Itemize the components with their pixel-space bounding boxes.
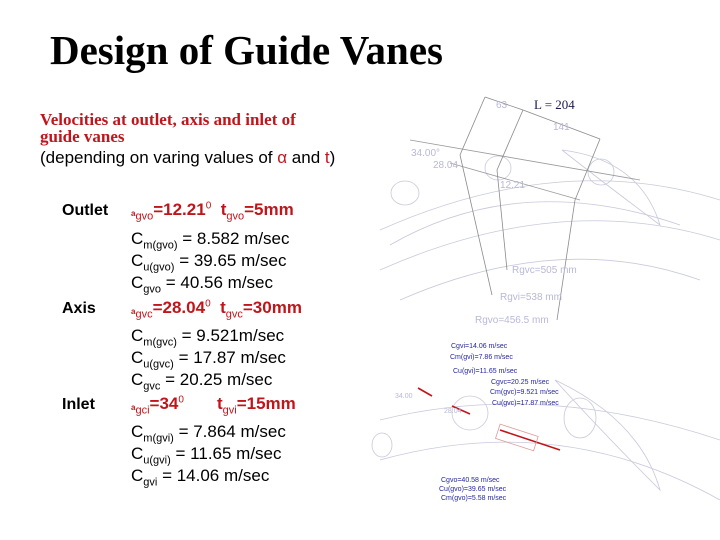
dimension-lines <box>460 97 600 320</box>
outlet-label-1: Cu(gvo)=39.65 m/sec <box>439 486 507 493</box>
t-subscript: gvc <box>225 308 243 321</box>
angle-28-lower: 28.04 <box>444 408 462 415</box>
c-symbol: C <box>131 251 144 270</box>
t-symbol: t <box>220 298 226 317</box>
c-value: = 17.87 m/sec <box>173 348 286 367</box>
angle-34-lower: 34.00 <box>395 393 413 400</box>
subtitle-line-1: Velocities at outlet, axis and inlet of <box>40 110 296 129</box>
c-value: = 14.06 m/sec <box>157 466 270 485</box>
label-outlet: Outlet <box>62 202 109 219</box>
c-subscript: u(gvo) <box>143 261 175 274</box>
c-value: = 9.521m/sec <box>176 326 285 345</box>
c-subscript: gvo <box>143 283 162 296</box>
c-subscript: gvc <box>143 380 161 393</box>
alpha-subscript: gvc <box>135 308 153 321</box>
label-axis: Axis <box>62 300 96 317</box>
alpha-subscript: gvo <box>135 210 154 223</box>
c-symbol: C <box>131 466 144 485</box>
inlet-label-0: Cgvi=14.06 m/sec <box>451 343 508 350</box>
c-symbol: C <box>131 444 144 463</box>
dim-63: 63 <box>496 100 508 111</box>
c-value: = 11.65 m/sec <box>170 444 282 463</box>
inlet-label-2: Cu(gvi)=11.65 m/sec <box>453 368 518 375</box>
t-symbol: t <box>220 200 227 219</box>
r-gvo: Rgvo=456.5 mm <box>475 315 549 326</box>
angle-34: 34.00° <box>411 148 441 159</box>
c-value: = 40.56 m/sec <box>161 273 274 292</box>
upper-drawing <box>380 140 720 300</box>
angle-28: 28.04 <box>433 160 459 171</box>
angle-12: 12.21 <box>500 180 526 191</box>
outlet-label-2: Cm(gvo)=5.58 m/sec <box>441 495 507 502</box>
c-subscript: u(gvi) <box>143 454 171 467</box>
c-value: = 20.25 m/sec <box>160 370 273 389</box>
alpha-symbol: a <box>131 209 136 218</box>
t-symbol: t <box>216 394 223 413</box>
subtitle-text: (depending on varing values of <box>40 148 278 167</box>
c-value: = 7.864 m/sec <box>173 422 286 441</box>
inlet-label-1: Cm(gvi)=7.86 m/sec <box>450 354 513 361</box>
t-value: =15mm <box>236 394 296 413</box>
outlet-label-0: Cgvo=40.58 m/sec <box>441 477 500 484</box>
degree: 0 <box>205 298 211 310</box>
lower-drawing <box>372 380 720 500</box>
alpha-symbol: a <box>131 307 136 316</box>
t-symbol: t <box>324 148 330 167</box>
c-subscript: m(gvc) <box>143 336 177 349</box>
alpha-value: =28.04 <box>152 298 206 317</box>
c-symbol: C <box>131 326 144 345</box>
r-gvc: Rgvc=505 mm <box>512 265 577 276</box>
subtitle-suffix: ) <box>329 148 336 167</box>
t-value: =30mm <box>242 298 302 317</box>
dim-141: 141 <box>553 122 570 133</box>
c-symbol: C <box>131 348 144 367</box>
t-subscript: gvo <box>226 210 245 223</box>
alpha-subscript: gci <box>135 404 150 417</box>
axis-label-0: Cgvc=20.25 m/sec <box>491 379 550 386</box>
velocity-arrows <box>418 388 560 450</box>
c-symbol: C <box>131 273 144 292</box>
c-subscript: m(gvo) <box>143 239 178 252</box>
axis-label-1: Cm(gvc)=9.521 m/sec <box>490 389 559 396</box>
degree: 0 <box>178 394 184 406</box>
c-subscript: u(gvc) <box>143 358 174 371</box>
t-subscript: gvi <box>222 404 237 417</box>
alpha-symbol: α <box>277 148 288 167</box>
degree: 0 <box>205 200 212 212</box>
c-subscript: gvi <box>143 476 158 489</box>
label-inlet: Inlet <box>62 396 95 413</box>
subtitle-line-2: guide vanes <box>40 127 125 146</box>
c-value: = 39.65 m/sec <box>174 251 287 270</box>
axis-label-2: Cu(gvc)=17.87 m/sec <box>492 400 559 407</box>
c-value: = 8.582 m/sec <box>177 229 290 248</box>
subtitle-and: and <box>287 148 325 167</box>
alpha-value: =34 <box>149 394 179 413</box>
t-value: =5mm <box>244 200 294 219</box>
page-title: Design of Guide Vanes <box>50 27 444 73</box>
length-label: L = 204 <box>534 97 575 112</box>
alpha-symbol: a <box>131 403 136 412</box>
c-subscript: m(gvi) <box>143 432 174 445</box>
alpha-value: =12.21 <box>153 200 206 219</box>
c-symbol: C <box>131 370 144 389</box>
r-gvi: Rgvi=538 mm <box>500 292 562 303</box>
c-symbol: C <box>131 422 144 441</box>
c-symbol: C <box>131 229 144 248</box>
